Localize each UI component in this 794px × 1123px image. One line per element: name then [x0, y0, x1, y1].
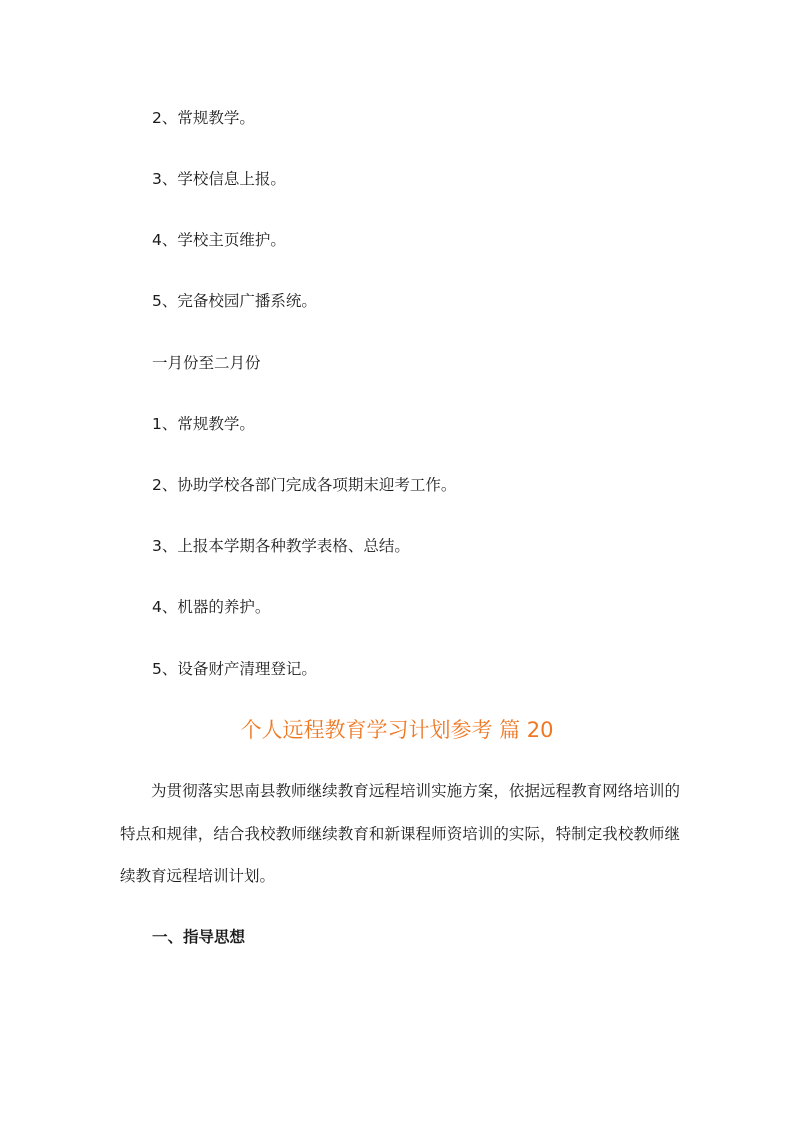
list-item: 4、机器的养护。 — [152, 598, 271, 616]
article-heading: 个人远程教育学习计划参考 篇 20 — [240, 718, 554, 742]
list-item: 2、协助学校各部门完成各项期末迎考工作。 — [152, 476, 457, 494]
list-item: 2、常规教学。 — [152, 109, 255, 127]
intro-paragraph: 为贯彻落实思南县教师继续教育远程培训实施方案，依据远程教育网络培训的特点和规律，结合我校教师继续教育和新课程师资培训的实际，特制定我校教师继续教育远程培训计划。 — [120, 782, 680, 885]
list-item: 5、设备财产清理登记。 — [152, 660, 317, 678]
list-item: 1、常规教学。 — [152, 415, 255, 433]
list-item: 5、完备校园广播系统。 — [152, 292, 317, 310]
section-title: 一、指导思想 — [152, 928, 246, 946]
list-item: 4、学校主页维护。 — [152, 231, 286, 249]
month-label: 一月份至二月份 — [152, 354, 261, 372]
list-item: 3、学校信息上报。 — [152, 170, 286, 188]
list-item: 3、上报本学期各种教学表格、总结。 — [152, 537, 410, 555]
